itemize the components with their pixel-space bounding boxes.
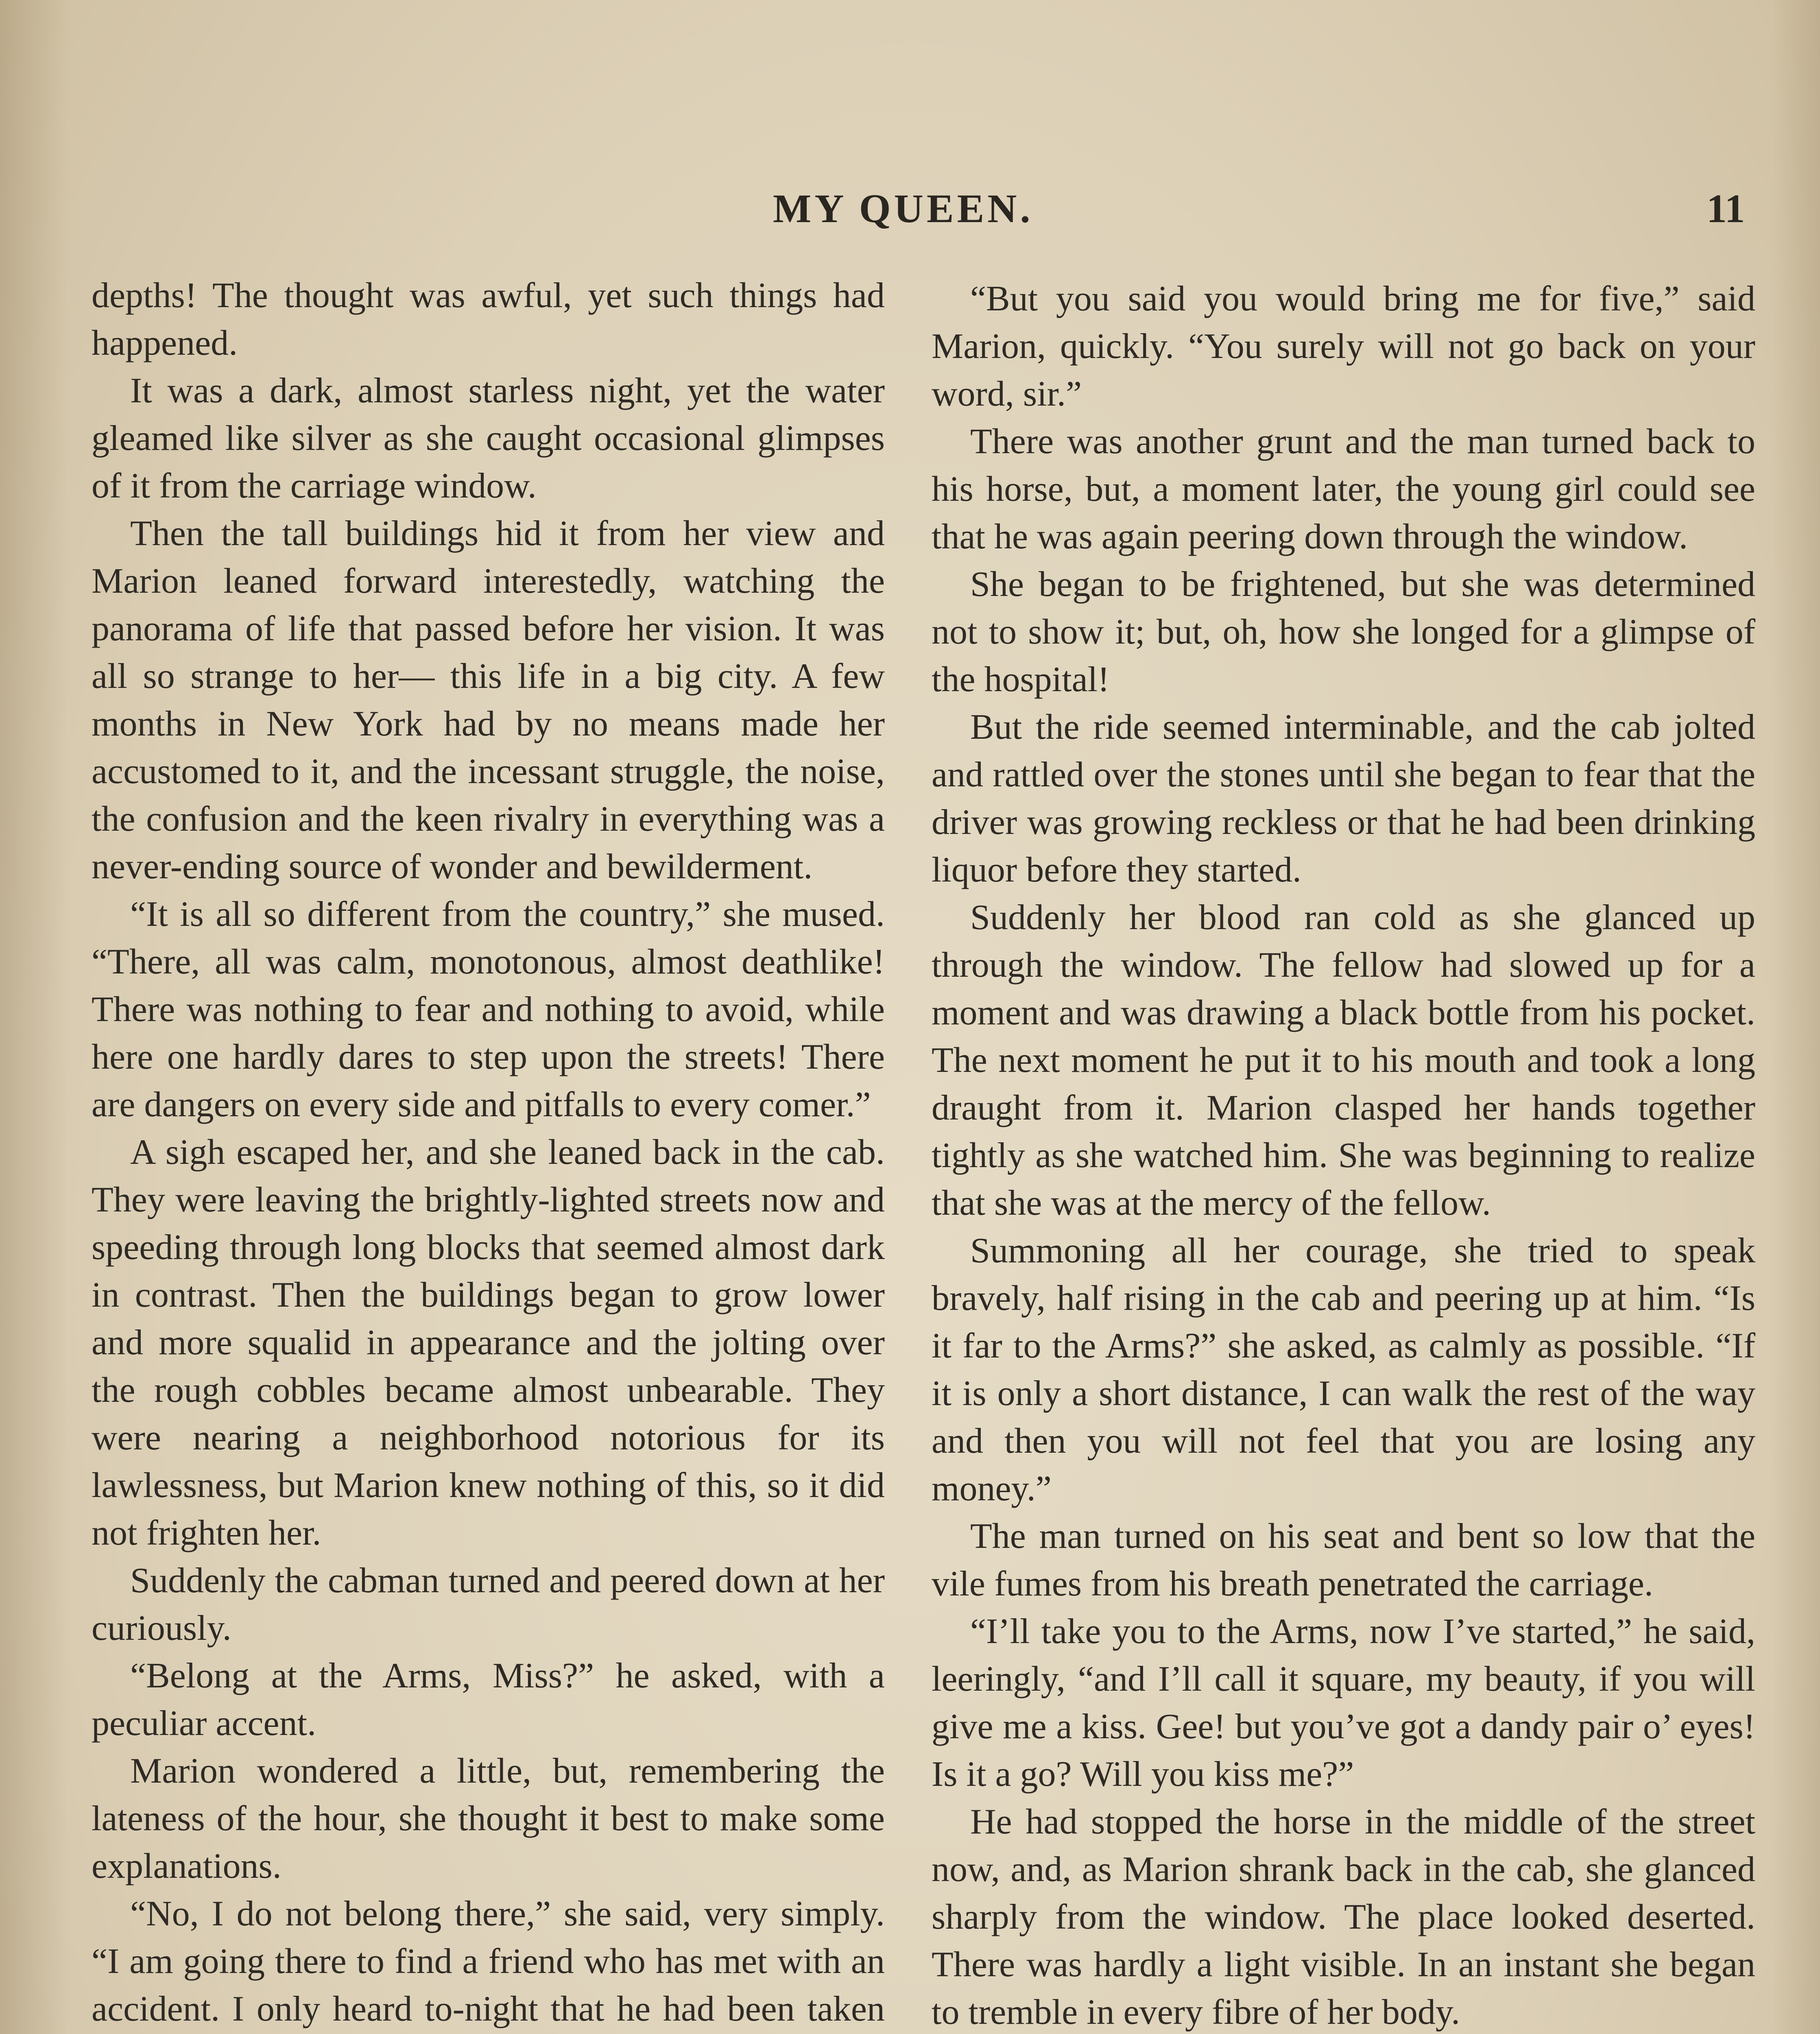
paragraph: “But you said you would bring me for five,” said Marion, quickly. “You surely will not go back on your word, sir.”: [932, 279, 1755, 414]
paragraph: depths! The thought was awful, yet such things had happened.: [92, 276, 885, 363]
paragraph: She began to be frightened, but she was determined not to show it; but, oh, how she longed for a glimpse of the hospital!: [932, 565, 1755, 699]
paragraph: The man turned on his seat and bent so low that the vile fumes from his breath penetrated the carriage.: [932, 1517, 1755, 1604]
right-text-column: [932, 275, 1755, 2034]
paragraph: Marion wondered a little, but, remembering the lateness of the hour, she thought it best to make some explanations.: [92, 1751, 885, 1886]
paragraph: “It is all so different from the country,” she mused. “There, all was calm, monotonous, almost deathlike! There was nothing to fear and nothing to avoid, while here one hardly dares to step upon the streets! There are dangers on every side and pitfalls to every comer.”: [92, 895, 885, 1124]
paragraph: But the ride seemed interminable, and the cab jolted and rattled over the stones until she began to fear that the driver was growing reckless or that he had been drinking liquor before they started.: [932, 707, 1755, 890]
paragraph: Suddenly the cabman turned and peered down at her curiously.: [92, 1561, 885, 1648]
paragraph: A sigh escaped her, and she leaned back in the cab. They were leaving the brightly-lighted streets now and speeding through long blocks that seemed almost dark in contrast. Then the buildings began to grow lower and more squalid in appearance and the jolting over the rough cobbles became almost unbearable. They were nearing a neighborhood notorious for its lawlessness, but Marion knew nothing of this, so it did not frighten her.: [92, 1133, 885, 1553]
paragraph: Suddenly her blood ran cold as she glanced up through the window. The fellow had slowed up for a moment and was drawing a black bottle from his pocket. The next moment he put it to his mouth and took a long draught from it. Marion clasped her hands together tightly as she watched him. She was beginning to realize that she was at the mercy of the fellow.: [932, 898, 1755, 1223]
paragraph: There was another grunt and the man turned back to his horse, but, a moment later, the young girl could see that he was again peering down through the window.: [932, 422, 1755, 557]
paragraph: He had stopped the horse in the middle of the street now, and, as Marion shrank back in the cab, she glanced sharply from the window. The place looked deserted. There was hardly a light visible. In an instant she began to tremble in every fibre of her body.: [932, 1802, 1755, 2032]
paragraph: “No, I do not belong there,” she said, very simply. “I am going there to find a friend who has met with an accident. I only heard to-night that he had been taken: [92, 1894, 885, 2029]
running-header-title: MY QUEEN.: [773, 186, 1034, 231]
paragraph: It was a dark, almost starless night, yet the water gleamed like silver as she caught occasional glimpses of it from the carriage window.: [92, 371, 885, 506]
paragraph: Summoning all her courage, she tried to speak bravely, half rising in the cab and peering up at him. “Is it far to the Arms?” she asked, as calmly as possible. “If it is only a short distance, I can walk the rest of the way and then you will not feel that you are losing any money.”: [932, 1231, 1755, 1508]
paragraph: “Belong at the Arms, Miss?” he asked, with a peculiar accent.: [92, 1656, 885, 1743]
paragraph: Then the tall buildings hid it from her view and Marion leaned forward interestedly, watching the panorama of life that passed before her vision. It was all so strange to her— this life in a big city. A few months in New York had by no means made her accustomed to it, and the incessant struggle, the noise, the confusion and the keen rivalry in everything was a never-ending source of wonder and bewilderment.: [92, 514, 885, 886]
paragraph: “I’ll take you to the Arms, now I’ve started,” he said, leeringly, “and I’ll call it square, my beauty, if you will give me a kiss. Gee! but you’ve got a dandy pair o’ eyes! Is it a go? Will you kiss me?”: [932, 1612, 1755, 1794]
page-number: 11: [1707, 186, 1745, 231]
left-text-column: [92, 272, 885, 2034]
